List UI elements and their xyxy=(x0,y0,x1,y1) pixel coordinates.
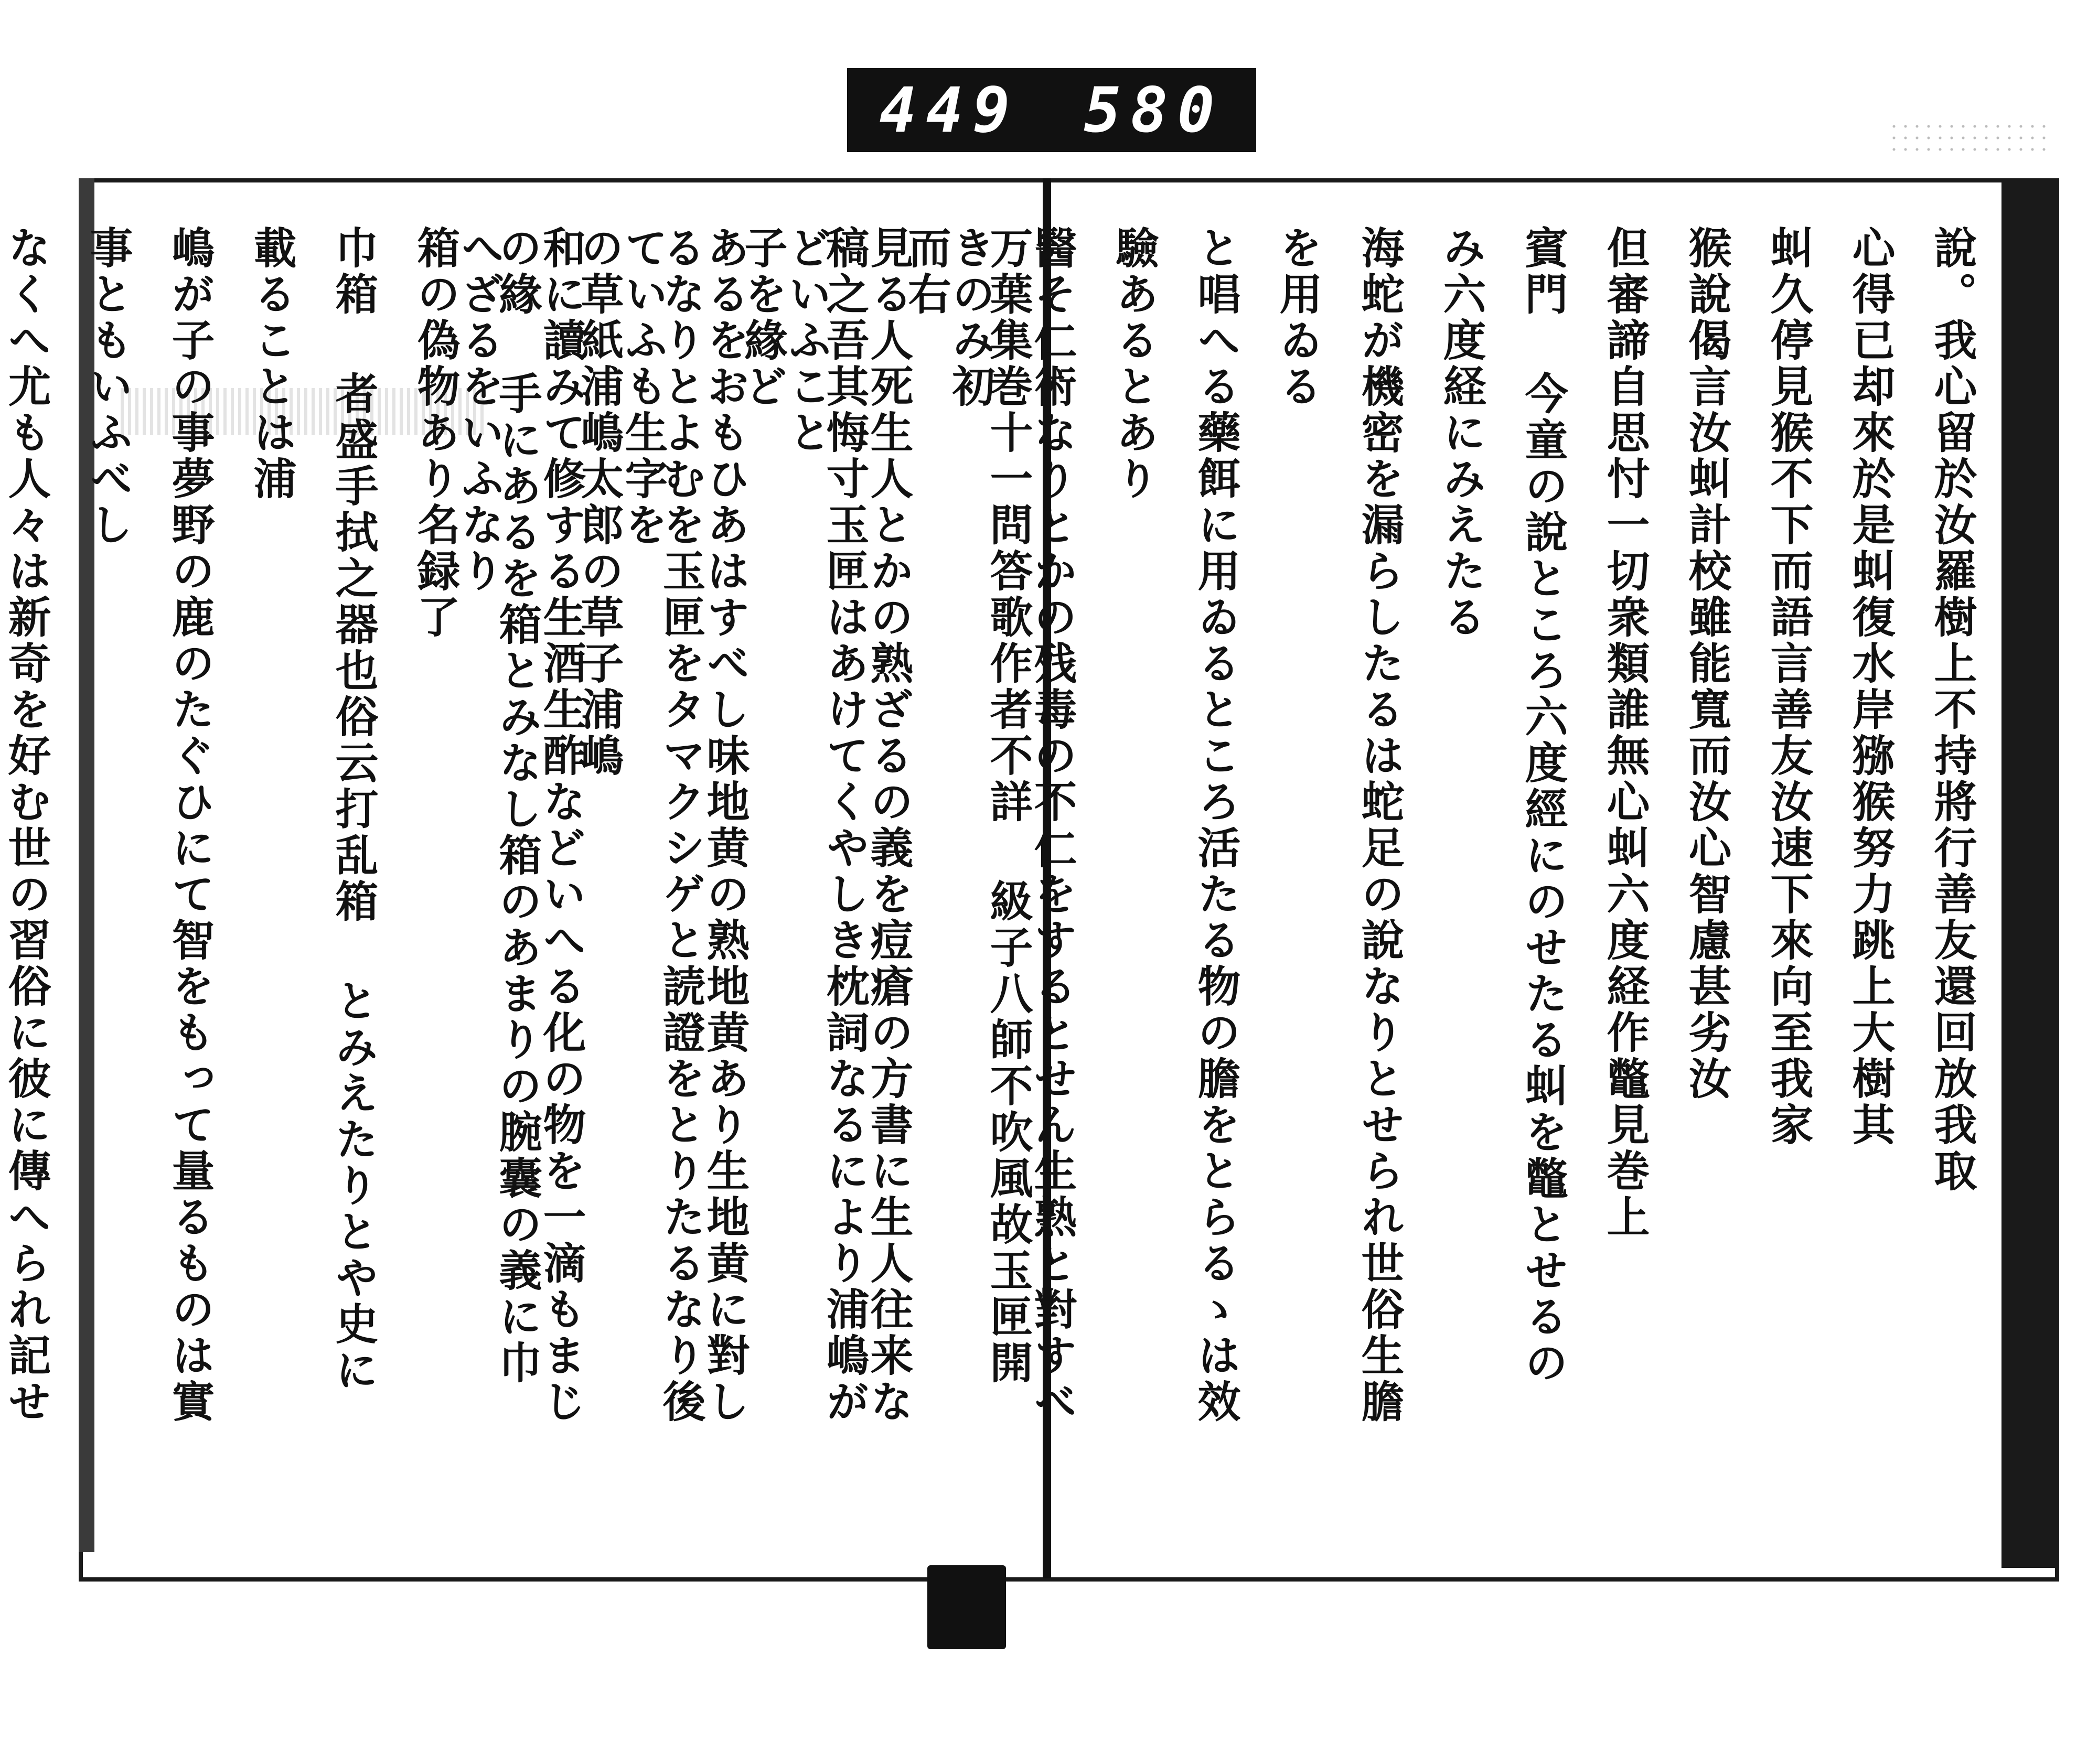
text-column: 巾箱 者盛手拭之器也俗云打乱箱 とみえたりとや史に載ることは浦 xyxy=(247,225,379,1394)
text-column: の緣 手にあるを箱とみなし箱のあまりの腕囊の義に巾箱の偽物あり名録了 xyxy=(410,225,542,1386)
archive-number-plate xyxy=(847,68,1256,152)
text-column: 稿之吾其悔寸玉匣はあけてくやしき枕詞なるにより浦嶋が子を緣ど xyxy=(737,225,870,1425)
text-column: なくへ尤も人々は新奇を好む世の習俗に彼に傳へられ記せ xyxy=(1,225,51,1425)
text-column: 說。我心留於汝羅樹上不持將行善友還回放我取 xyxy=(1927,225,1977,1195)
text-column: 嶋が子の事夢野の鹿のたぐひにて智をもって量るものは實事ともいふべし xyxy=(83,225,215,1425)
text-column: あるをおもひあはすべし味地黄の熟地黄あり生地黄に對していふも生字を xyxy=(618,225,750,1425)
margin-speckle xyxy=(1888,121,2046,152)
archive-number-right: 580 xyxy=(1084,74,1224,146)
text-column: 和に讀みて修する生酒生酢などいへる化の物を一滴もまじへざるをいふなり xyxy=(454,225,586,1425)
text-column: 醫そ仁術なりとかの残毒の不仁をするとせん生熟と對すべきのみ初 xyxy=(945,225,1077,1425)
text-column: 見る人死生人とかの熟ざるの義を痘瘡の方書に生人往来などいふこと xyxy=(782,225,914,1425)
text-column: 万葉集巻十一問答歌作者不詳 級子八師不吹風故玉匣開而右 xyxy=(901,225,1033,1386)
text-column: 心得已却來於是虯復水岸猕猴努力跳上大樹其 xyxy=(1845,225,1896,1148)
archive-number-left: 449 xyxy=(879,74,1020,146)
text-column: るなりとよむを玉匣をタマクシゲと読證をとりたるなり後の草紙浦嶋太郎の草子浦嶋 xyxy=(574,225,706,1425)
text-column: 賓門 今童の說ところ六度經にのせたる虯を鼈とせるのみ六度経にみえたる xyxy=(1436,225,1568,1386)
text-column: と唱へる藥餌に用ゐるところ活たる物の膽をとらるゝは效驗あるとあり xyxy=(1109,225,1241,1425)
text-column: 海蛇が機密を漏らしたるは蛇足の說なりとせられ世俗生膽を用ゐる xyxy=(1272,225,1405,1425)
text-column: 虯久停見猴不下而語言善友汝速下來向至我家 xyxy=(1763,225,1814,1148)
text-column: 猴說偈言汝虯計校雖能寬而汝心智慮甚劣汝 xyxy=(1682,225,1732,1102)
text-column: 但審諦自思忖一切衆類誰無心虯六度経作鼈見巻上 xyxy=(1600,225,1650,1241)
right-cover-edge xyxy=(2001,178,2059,1568)
binding-clip xyxy=(927,1565,1006,1649)
left-page-text xyxy=(1,225,1049,1473)
